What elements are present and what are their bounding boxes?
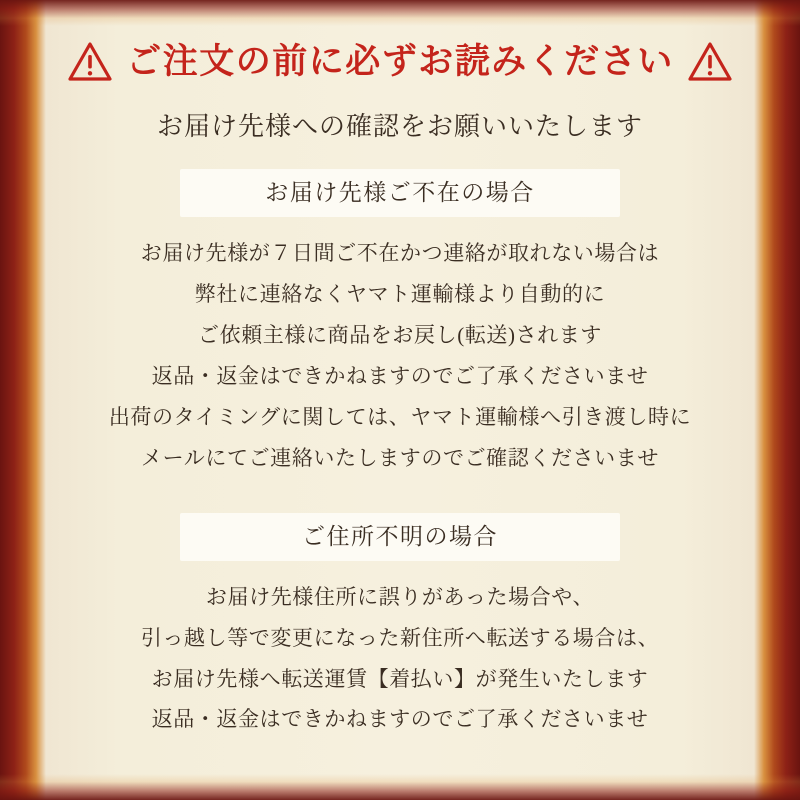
body-line: 返品・返金はできかねますのでご了承くださいませ <box>151 707 649 732</box>
section-title: ご住所不明の場合 <box>180 513 620 561</box>
section-unknown-address <box>46 513 754 741</box>
body-line: お届け先様へ転送運賃【着払い】が発生いたします <box>151 666 649 691</box>
body-line: 引っ越し等で変更になった新住所へ転送する場合は、 <box>140 625 660 650</box>
section-body <box>46 233 754 479</box>
section-body <box>46 577 754 741</box>
page-title: ご注文の前に必ずお読みください <box>126 41 674 81</box>
body-line: お届け先様住所に誤りがあった場合や、 <box>205 584 595 609</box>
body-line: メールにてご連絡いたしますのでご確認くださいませ <box>141 445 659 470</box>
body-line: 弊社に連絡なくヤマト運輸様より自動的に <box>194 281 606 306</box>
headline <box>46 42 754 82</box>
section-title: お届け先様ご不在の場合 <box>180 169 620 217</box>
body-line: お届け先様が７日間ご不在かつ連絡が取れない場合は <box>140 241 660 265</box>
warning-triangle-icon <box>68 42 112 82</box>
body-line: 出荷のタイミングに関しては、ヤマト運輸様へ引き渡し時に <box>108 404 692 429</box>
warning-triangle-icon <box>688 42 732 82</box>
section-absent-recipient <box>46 169 754 479</box>
body-line: ご依頼主様に商品をお戻し(転送)されます <box>198 322 602 347</box>
body-line: 返品・返金はできかねますのでご了承くださいませ <box>151 363 649 388</box>
subheading: お届け先様への確認をお願いいたします <box>156 112 643 141</box>
